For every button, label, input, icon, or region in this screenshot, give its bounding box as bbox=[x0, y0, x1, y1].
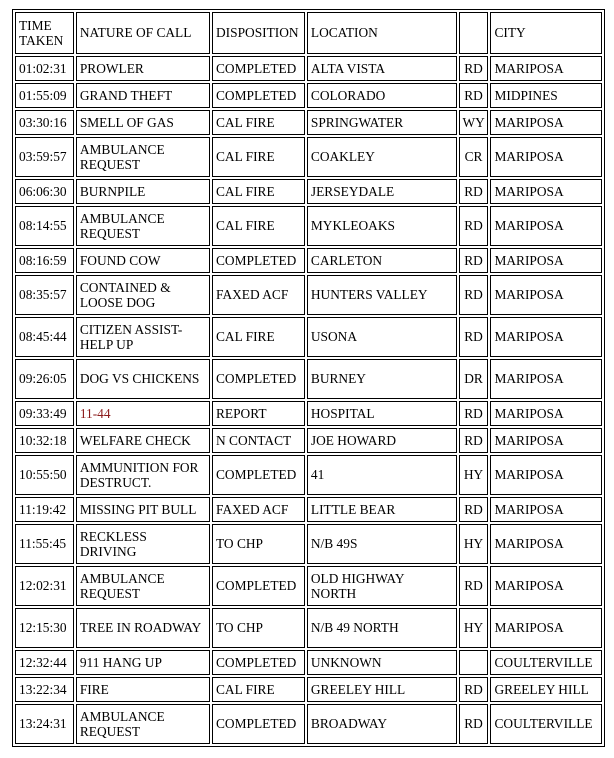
cell-suffix: RD bbox=[459, 704, 489, 744]
cell-nature: SMELL OF GAS bbox=[76, 110, 210, 135]
cell-location: JERSEYDALE bbox=[307, 179, 457, 204]
cell-suffix: RD bbox=[459, 401, 489, 426]
cell-time: 09:26:05 bbox=[15, 359, 74, 399]
cell-time: 12:15:30 bbox=[15, 608, 74, 648]
cell-time: 03:30:16 bbox=[15, 110, 74, 135]
cell-disposition: CAL FIRE bbox=[212, 677, 305, 702]
cell-location: USONA bbox=[307, 317, 457, 357]
cell-time: 12:32:44 bbox=[15, 650, 74, 675]
cell-nature: CITIZEN ASSIST-HELP UP bbox=[76, 317, 210, 357]
cell-time: 06:06:30 bbox=[15, 179, 74, 204]
cell-location: CARLETON bbox=[307, 248, 457, 273]
cell-suffix: RD bbox=[459, 677, 489, 702]
call-log-table bbox=[12, 9, 605, 747]
cell-disposition: CAL FIRE bbox=[212, 110, 305, 135]
table-row bbox=[15, 608, 602, 648]
cell-city: GREELEY HILL bbox=[490, 677, 602, 702]
cell-suffix: RD bbox=[459, 317, 489, 357]
table-row bbox=[15, 359, 602, 399]
cell-city: MARIPOSA bbox=[490, 359, 602, 399]
cell-nature: FOUND COW bbox=[76, 248, 210, 273]
cell-disposition: COMPLETED bbox=[212, 566, 305, 606]
cell-city: COULTERVILLE bbox=[490, 650, 602, 675]
cell-location: HUNTERS VALLEY bbox=[307, 275, 457, 315]
cell-disposition: COMPLETED bbox=[212, 248, 305, 273]
cell-disposition: COMPLETED bbox=[212, 359, 305, 399]
table-row bbox=[15, 497, 602, 522]
cell-location: N/B 49 NORTH bbox=[307, 608, 457, 648]
cell-nature: CONTAINED & LOOSE DOG bbox=[76, 275, 210, 315]
table-row bbox=[15, 110, 602, 135]
table-row bbox=[15, 317, 602, 357]
table-row bbox=[15, 83, 602, 108]
cell-disposition: TO CHP bbox=[212, 608, 305, 648]
cell-suffix: RD bbox=[459, 56, 489, 81]
cell-disposition: N CONTACT bbox=[212, 428, 305, 453]
cell-location: BROADWAY bbox=[307, 704, 457, 744]
cell-city: MARIPOSA bbox=[490, 524, 602, 564]
cell-suffix: HY bbox=[459, 608, 489, 648]
cell-disposition: CAL FIRE bbox=[212, 317, 305, 357]
cell-time: 08:35:57 bbox=[15, 275, 74, 315]
cell-time: 10:32:18 bbox=[15, 428, 74, 453]
cell-time: 01:55:09 bbox=[15, 83, 74, 108]
cell-city: MARIPOSA bbox=[490, 248, 602, 273]
cell-disposition: CAL FIRE bbox=[212, 206, 305, 246]
cell-nature: BURNPILE bbox=[76, 179, 210, 204]
cell-location: UNKNOWN bbox=[307, 650, 457, 675]
cell-location: HOSPITAL bbox=[307, 401, 457, 426]
cell-disposition: CAL FIRE bbox=[212, 179, 305, 204]
cell-time: 13:24:31 bbox=[15, 704, 74, 744]
cell-city: MARIPOSA bbox=[490, 608, 602, 648]
header-time: TIME TAKEN bbox=[15, 12, 74, 54]
table-row bbox=[15, 206, 602, 246]
table-row bbox=[15, 704, 602, 744]
cell-time: 11:55:45 bbox=[15, 524, 74, 564]
header-location: LOCATION bbox=[307, 12, 457, 54]
header-nature: NATURE OF CALL bbox=[76, 12, 210, 54]
table-row bbox=[15, 179, 602, 204]
cell-suffix: RD bbox=[459, 206, 489, 246]
cell-nature: DOG VS CHICKENS bbox=[76, 359, 210, 399]
cell-location: ALTA VISTA bbox=[307, 56, 457, 81]
cell-time: 08:16:59 bbox=[15, 248, 74, 273]
cell-city: MARIPOSA bbox=[490, 275, 602, 315]
cell-city: MARIPOSA bbox=[490, 317, 602, 357]
cell-disposition: COMPLETED bbox=[212, 650, 305, 675]
cell-suffix: RD bbox=[459, 248, 489, 273]
cell-location: BURNEY bbox=[307, 359, 457, 399]
cell-time: 03:59:57 bbox=[15, 137, 74, 177]
cell-location: MYKLEOAKS bbox=[307, 206, 457, 246]
cell-city: MIDPINES bbox=[490, 83, 602, 108]
cell-suffix: RD bbox=[459, 83, 489, 108]
cell-time: 08:45:44 bbox=[15, 317, 74, 357]
cell-nature: AMBULANCE REQUEST bbox=[76, 704, 210, 744]
table-row bbox=[15, 275, 602, 315]
cell-disposition: CAL FIRE bbox=[212, 137, 305, 177]
cell-nature: WELFARE CHECK bbox=[76, 428, 210, 453]
cell-city: MARIPOSA bbox=[490, 566, 602, 606]
cell-suffix: HY bbox=[459, 455, 489, 495]
cell-city: MARIPOSA bbox=[490, 110, 602, 135]
cell-city: COULTERVILLE bbox=[490, 704, 602, 744]
cell-disposition: FAXED ACF bbox=[212, 497, 305, 522]
cell-city: MARIPOSA bbox=[490, 179, 602, 204]
cell-location: LITTLE BEAR bbox=[307, 497, 457, 522]
cell-disposition: FAXED ACF bbox=[212, 275, 305, 315]
cell-suffix: RD bbox=[459, 497, 489, 522]
table-row bbox=[15, 524, 602, 564]
header-row bbox=[15, 12, 602, 54]
cell-disposition: COMPLETED bbox=[212, 455, 305, 495]
cell-suffix: RD bbox=[459, 179, 489, 204]
cell-suffix: DR bbox=[459, 359, 489, 399]
cell-disposition: COMPLETED bbox=[212, 83, 305, 108]
cell-nature: GRAND THEFT bbox=[76, 83, 210, 108]
table-row bbox=[15, 56, 602, 81]
cell-nature: MISSING PIT BULL bbox=[76, 497, 210, 522]
cell-nature: AMBULANCE REQUEST bbox=[76, 566, 210, 606]
cell-suffix: RD bbox=[459, 566, 489, 606]
cell-location: N/B 49S bbox=[307, 524, 457, 564]
cell-city: MARIPOSA bbox=[490, 428, 602, 453]
cell-nature: AMMUNITION FOR DESTRUCT. bbox=[76, 455, 210, 495]
cell-nature: 911 HANG UP bbox=[76, 650, 210, 675]
table-row bbox=[15, 248, 602, 273]
cell-city: MARIPOSA bbox=[490, 56, 602, 81]
cell-city: MARIPOSA bbox=[490, 206, 602, 246]
header-disposition: DISPOSITION bbox=[212, 12, 305, 54]
cell-suffix: HY bbox=[459, 524, 489, 564]
cell-nature: AMBULANCE REQUEST bbox=[76, 137, 210, 177]
cell-suffix bbox=[459, 650, 489, 675]
cell-city: MARIPOSA bbox=[490, 401, 602, 426]
cell-time: 10:55:50 bbox=[15, 455, 74, 495]
cell-suffix: WY bbox=[459, 110, 489, 135]
cell-time: 08:14:55 bbox=[15, 206, 74, 246]
cell-disposition: COMPLETED bbox=[212, 704, 305, 744]
cell-disposition: COMPLETED bbox=[212, 56, 305, 81]
cell-location: SPRINGWATER bbox=[307, 110, 457, 135]
header-city: CITY bbox=[490, 12, 602, 54]
cell-location: COLORADO bbox=[307, 83, 457, 108]
table-row bbox=[15, 137, 602, 177]
table-row bbox=[15, 428, 602, 453]
cell-nature: TREE IN ROADWAY bbox=[76, 608, 210, 648]
table-row bbox=[15, 677, 602, 702]
table-row bbox=[15, 401, 602, 426]
cell-time: 11:19:42 bbox=[15, 497, 74, 522]
cell-suffix: CR bbox=[459, 137, 489, 177]
cell-time: 01:02:31 bbox=[15, 56, 74, 81]
cell-city: MARIPOSA bbox=[490, 455, 602, 495]
cell-nature: RECKLESS DRIVING bbox=[76, 524, 210, 564]
cell-nature-highlighted: 11-44 bbox=[76, 401, 210, 426]
cell-suffix: RD bbox=[459, 275, 489, 315]
table-row bbox=[15, 566, 602, 606]
cell-location: GREELEY HILL bbox=[307, 677, 457, 702]
cell-city: MARIPOSA bbox=[490, 137, 602, 177]
cell-time: 09:33:49 bbox=[15, 401, 74, 426]
cell-nature: AMBULANCE REQUEST bbox=[76, 206, 210, 246]
header-suffix bbox=[459, 12, 489, 54]
cell-location: JOE HOWARD bbox=[307, 428, 457, 453]
cell-location: 41 bbox=[307, 455, 457, 495]
cell-city: MARIPOSA bbox=[490, 497, 602, 522]
cell-location: OLD HIGHWAY NORTH bbox=[307, 566, 457, 606]
cell-suffix: RD bbox=[459, 428, 489, 453]
cell-nature: FIRE bbox=[76, 677, 210, 702]
cell-time: 13:22:34 bbox=[15, 677, 74, 702]
cell-time: 12:02:31 bbox=[15, 566, 74, 606]
cell-disposition: TO CHP bbox=[212, 524, 305, 564]
table-row bbox=[15, 650, 602, 675]
cell-disposition: REPORT bbox=[212, 401, 305, 426]
table-row bbox=[15, 455, 602, 495]
cell-nature: PROWLER bbox=[76, 56, 210, 81]
cell-location: COAKLEY bbox=[307, 137, 457, 177]
